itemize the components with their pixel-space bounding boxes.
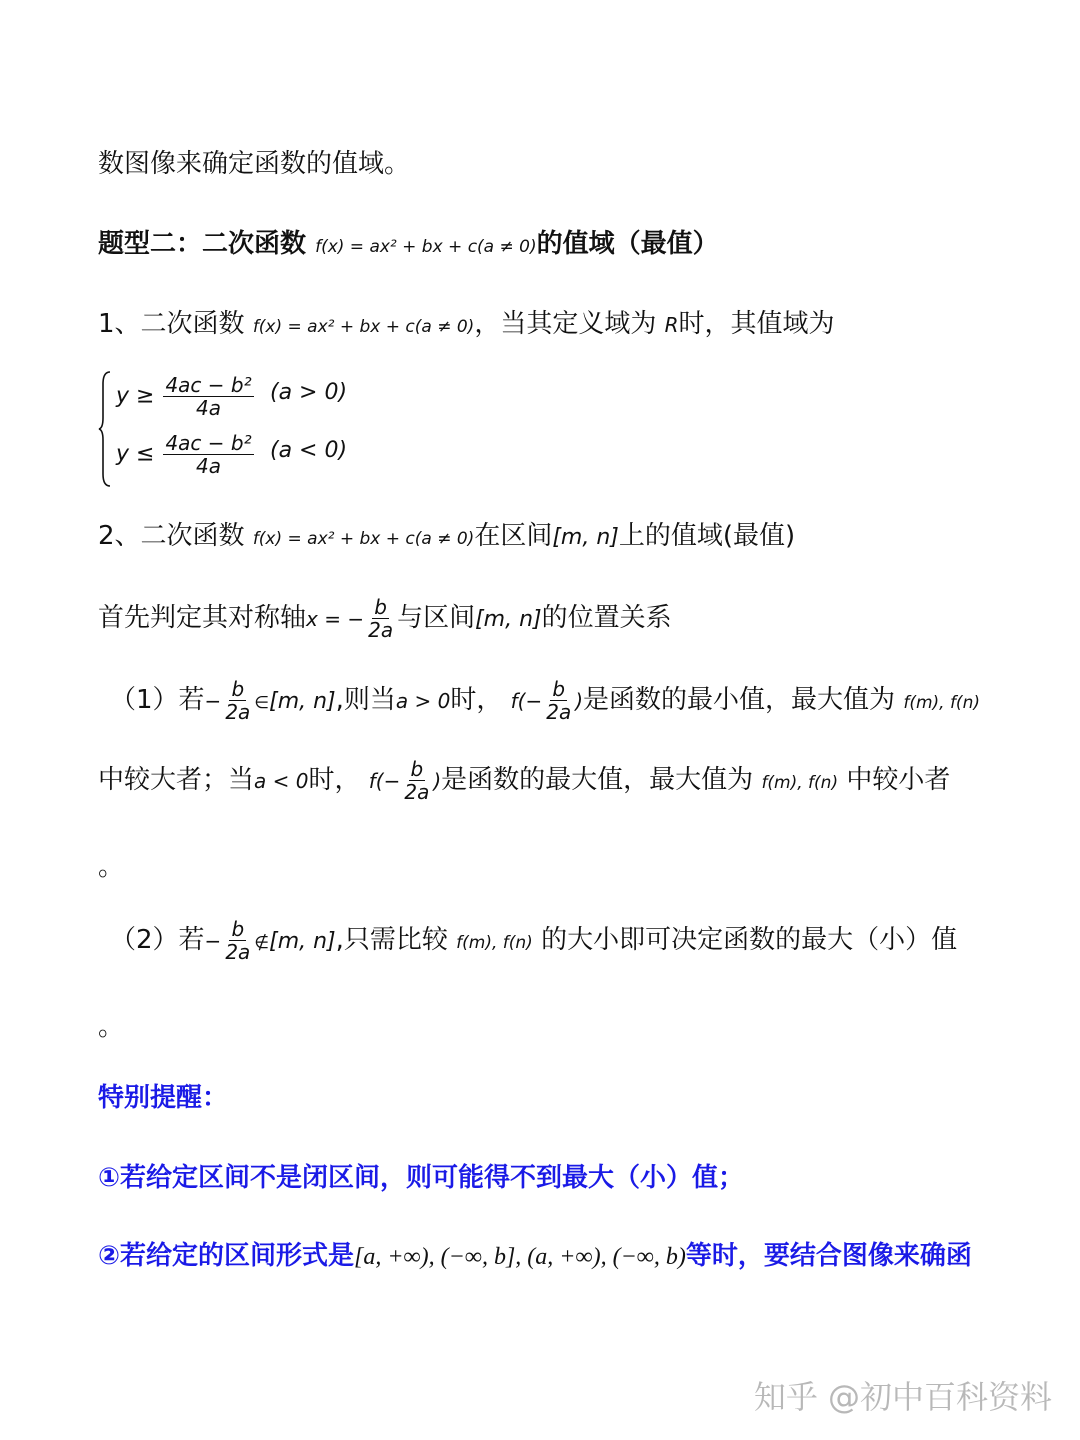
case-row-1 bbox=[116, 373, 348, 420]
axis-prefix: 首先判定其对称轴 bbox=[98, 603, 307, 633]
axis-interval: [m, n] bbox=[475, 607, 542, 632]
case-2-frac bbox=[223, 918, 252, 963]
case-1-interval: [m, n] bbox=[269, 689, 336, 714]
item-1-formula: f(x) = ax² + bx + c(a ≠ 0) bbox=[252, 317, 475, 337]
axis-fraction bbox=[366, 596, 395, 641]
item-2-prefix: 2、二次函数 bbox=[98, 521, 245, 551]
section-heading bbox=[98, 226, 719, 265]
case-1-t6: 是函数的最大值，最大值为 bbox=[441, 765, 754, 795]
case-1-fclose: ) bbox=[575, 689, 584, 713]
case-1-condition: (a > 0) bbox=[270, 380, 348, 405]
case-1-vals-2: f(m), f(n) bbox=[761, 773, 839, 793]
case-1-fopen-2: f(− bbox=[368, 769, 401, 793]
case-1-frac bbox=[223, 678, 252, 723]
item-2-suffix: 上的值域(最值) bbox=[618, 521, 796, 551]
case-1-t5: 时， bbox=[308, 765, 361, 795]
case-1-frac-num: b bbox=[231, 677, 245, 701]
case-2-vals: f(m), f(n) bbox=[456, 933, 533, 953]
case-1-frac2-den: 2a bbox=[546, 700, 572, 724]
paragraph-text: 数图像来确定函数的值域。 bbox=[98, 149, 411, 179]
case-2-denominator: 4a bbox=[196, 454, 222, 478]
case-1-frac3-num: b bbox=[410, 757, 424, 781]
axis-numerator: b bbox=[374, 595, 387, 619]
case-2-frac-den: 2a bbox=[225, 940, 251, 964]
reminder-2-prefix: ②若给定的区间形式是 bbox=[98, 1241, 355, 1271]
reminder-title: 特别提醒： bbox=[98, 1083, 229, 1113]
period-2: 。 bbox=[98, 1012, 125, 1042]
case-2-relation: y ≤ bbox=[116, 441, 155, 467]
text-line bbox=[98, 146, 410, 182]
case-1-frac-3 bbox=[402, 758, 431, 803]
reminder-point-2 bbox=[98, 1238, 972, 1275]
case-2-frac-num: b bbox=[231, 917, 245, 941]
watermark: 知乎 @初中百科资料 bbox=[753, 1378, 1052, 1416]
case-1-cond2: a < 0 bbox=[254, 769, 309, 793]
case-1-frac-den: 2a bbox=[225, 700, 251, 724]
case-1-t3: 是函数的最小值，最大值为 bbox=[583, 685, 896, 715]
case-1-fraction bbox=[163, 374, 253, 419]
reminder-2-math: [a, +∞), (−∞, b], (a, +∞), (−∞, b) bbox=[354, 1244, 686, 1270]
axis-denominator: 2a bbox=[368, 618, 394, 642]
item-1 bbox=[98, 306, 835, 345]
heading-suffix: 的值域（最值） bbox=[536, 229, 719, 259]
case-1-t4: 中较大者；当 bbox=[98, 765, 255, 795]
item-1-domain: R bbox=[664, 313, 679, 337]
item-1-suffix: 时，其值域为 bbox=[678, 309, 835, 339]
case-1-t1: ,则当 bbox=[335, 685, 396, 715]
axis-suffix: 的位置关系 bbox=[541, 603, 672, 633]
left-brace-icon bbox=[98, 370, 112, 488]
case-2-numerator: 4ac − b² bbox=[165, 431, 252, 455]
case-1-frac2-num: b bbox=[552, 677, 566, 701]
case-1-fopen: f(− bbox=[510, 689, 543, 713]
item-1-prefix: 1、二次函数 bbox=[98, 309, 245, 339]
case-1-t2: 时， bbox=[450, 685, 503, 715]
item-2 bbox=[98, 518, 795, 557]
case-1-label: （1）若 bbox=[110, 685, 205, 715]
case-2-neg: − bbox=[204, 929, 222, 953]
case-1-frac-2 bbox=[544, 678, 573, 723]
case-1-relation: y ≥ bbox=[116, 383, 155, 409]
reminder-2-suffix: 等时，要结合图像来确函 bbox=[685, 1241, 972, 1271]
case-2-interval: [m, n] bbox=[269, 929, 336, 954]
axis-middle: 与区间 bbox=[397, 603, 476, 633]
case-1-t7: 中较小者 bbox=[846, 765, 951, 795]
case-1-numerator: 4ac − b² bbox=[165, 373, 252, 397]
case-2-line bbox=[110, 918, 957, 963]
case-1-vals: f(m), f(n) bbox=[903, 693, 980, 713]
item-1-middle: ，当其定义域为 bbox=[474, 309, 657, 339]
period: 。 bbox=[98, 852, 125, 882]
case-2-fraction bbox=[163, 432, 253, 477]
case-row-2 bbox=[116, 431, 348, 478]
case-1-rel: ∈ bbox=[254, 693, 270, 713]
item-2-interval: [m, n] bbox=[552, 525, 619, 550]
case-1-fclose-2: ) bbox=[433, 769, 442, 793]
case-1-line-a bbox=[110, 678, 980, 723]
case-2-t2: 的大小即可决定函数的最大（小）值 bbox=[541, 925, 958, 955]
item-2-formula: f(x) = ax² + bx + c(a ≠ 0) bbox=[252, 529, 475, 549]
case-2-t1: ,只需比较 bbox=[335, 925, 448, 955]
case-1-line-b bbox=[98, 758, 950, 803]
heading-formula: f(x) = ax² + bx + c(a ≠ 0) bbox=[315, 237, 537, 257]
case-2-label: （2）若 bbox=[110, 925, 205, 955]
item-2-middle: 在区间 bbox=[474, 521, 553, 551]
case-1-neg: − bbox=[204, 689, 222, 713]
axis-lhs: x = − bbox=[306, 607, 365, 631]
case-1-denominator: 4a bbox=[196, 396, 222, 420]
case-1-cond1: a > 0 bbox=[395, 689, 451, 713]
axis-line bbox=[98, 596, 672, 641]
case-2-rel: ∉ bbox=[254, 933, 270, 953]
reminder-point-1: ①若给定区间不是闭区间，则可能得不到最大（小）值； bbox=[98, 1163, 745, 1193]
case-2-condition: (a < 0) bbox=[270, 438, 348, 463]
heading-prefix: 题型二：二次函数 bbox=[98, 229, 307, 259]
case-1-frac3-den: 2a bbox=[404, 780, 430, 804]
